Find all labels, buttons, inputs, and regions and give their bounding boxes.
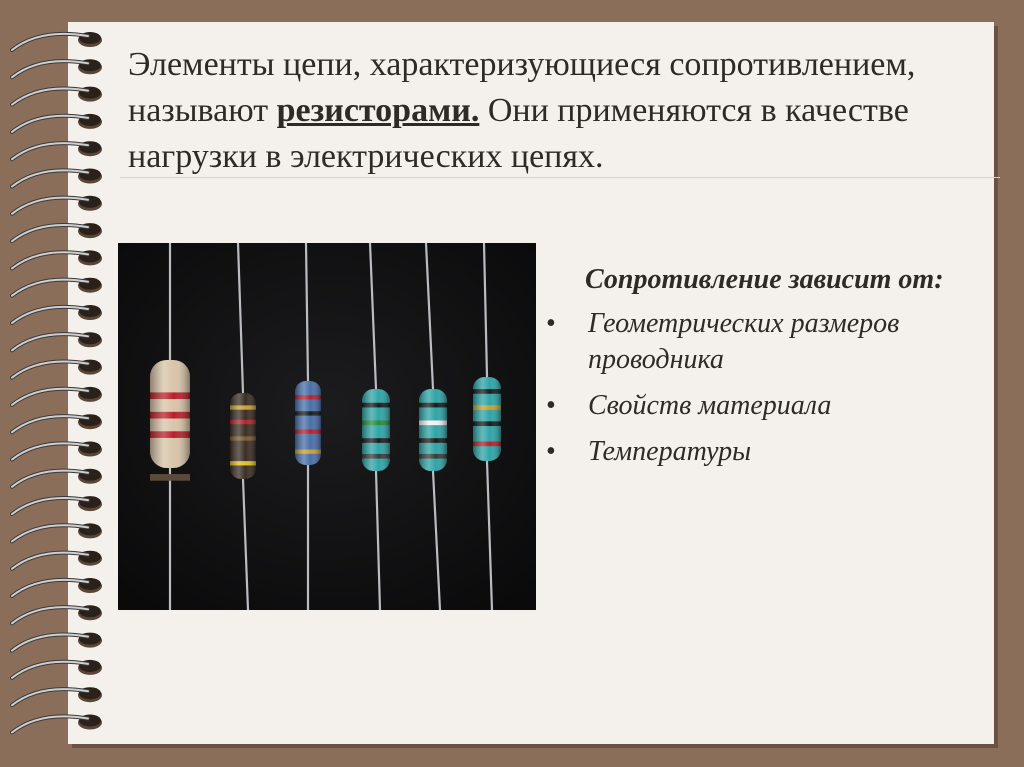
spiral-ring-icon — [12, 332, 102, 350]
slide-heading — [128, 42, 978, 180]
list-item — [540, 434, 980, 470]
spiral-ring-icon — [12, 305, 102, 323]
spiral-ring-icon — [12, 87, 102, 105]
dependency-subheading: Сопротивление зависит от: — [585, 264, 944, 295]
spiral-ring-icon — [12, 442, 102, 460]
spiral-ring-icon — [12, 169, 102, 187]
dependency-block — [540, 262, 980, 480]
spiral-ring-icon — [12, 551, 102, 569]
spiral-ring-icon — [12, 523, 102, 541]
heading-text-end: Они применяются в качестве нагрузки в электрических цепях. — [128, 92, 909, 175]
spiral-ring-icon — [12, 414, 102, 432]
list-item — [540, 388, 980, 424]
bullet-icon: • — [546, 308, 556, 339]
list-item — [540, 306, 980, 378]
resistors-photo — [118, 243, 536, 610]
spiral-ring-icon — [12, 687, 102, 705]
color-band — [150, 474, 190, 481]
spiral-ring-icon — [12, 59, 102, 77]
bullet-icon: • — [546, 436, 556, 467]
spiral-ring-icon — [12, 578, 102, 596]
heading-term-resistors: резисторами. — [276, 92, 480, 129]
list-item-text: Свойств материала — [588, 390, 832, 421]
spiral-ring-icon — [12, 360, 102, 378]
list-item-text: Геометрических размеров проводника — [588, 308, 900, 375]
spiral-ring-icon — [12, 114, 102, 132]
spiral-ring-icon — [12, 278, 102, 296]
spiral-ring-icon — [12, 250, 102, 268]
spiral-ring-icon — [12, 387, 102, 405]
spiral-ring-icon — [12, 469, 102, 487]
spiral-ring-icon — [12, 141, 102, 159]
spiral-ring-icon — [12, 605, 102, 623]
spiral-ring-icon — [12, 715, 102, 733]
spiral-ring-icon — [12, 660, 102, 678]
spiral-ring-icon — [12, 223, 102, 241]
spiral-ring-icon — [12, 633, 102, 651]
bullet-icon: • — [546, 390, 556, 421]
spiral-ring-icon — [12, 196, 102, 214]
spiral-ring-icon — [12, 32, 102, 50]
dependency-list — [540, 306, 980, 470]
list-item-text: Температуры — [588, 436, 752, 467]
spiral-binding — [0, 0, 120, 767]
spiral-ring-icon — [12, 496, 102, 514]
heading-text-start: Элементы цепи, характеризующиеся сопротивлением, называют — [128, 46, 916, 129]
